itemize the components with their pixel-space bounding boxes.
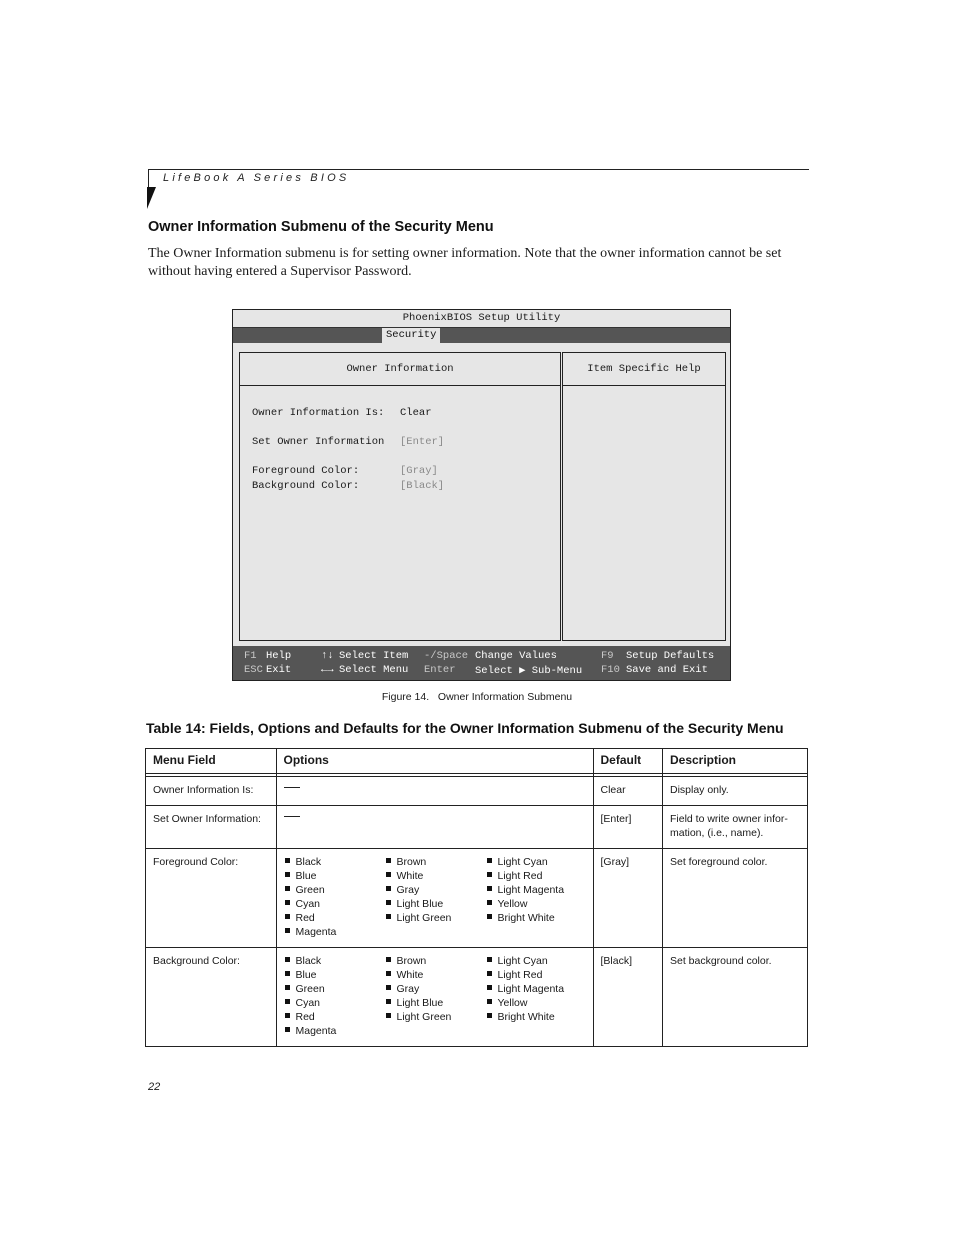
bios-title: PhoenixBIOS Setup Utility <box>233 310 730 328</box>
list-item: Green <box>284 982 385 996</box>
options-cell <box>276 849 593 948</box>
list-item: Cyan <box>284 897 385 911</box>
figure-caption-text: Owner Information Submenu <box>437 691 573 703</box>
owner-information-is-value: Clear <box>400 407 432 419</box>
list-item: Blue <box>284 968 385 982</box>
section-title: Owner Information Submenu of the Security Menu <box>148 219 494 235</box>
list-item: Light Red <box>486 869 586 883</box>
enter-key: Enter <box>424 664 456 676</box>
em-dash <box>284 816 300 817</box>
left-right-arrows-icon: ←→ <box>321 664 334 676</box>
select-submenu-label: Select ▶ Sub-Menu <box>475 665 583 677</box>
list-item: Light Blue <box>385 996 486 1010</box>
list-item: Light Magenta <box>486 982 586 996</box>
set-owner-information-value[interactable]: [Enter] <box>400 436 445 448</box>
menu-field-cell: Foreground Color: <box>146 849 277 948</box>
setup-defaults-label: Setup Defaults <box>626 650 715 662</box>
tab-security[interactable]: Security <box>382 328 440 343</box>
color-list-column-1 <box>284 954 385 1038</box>
color-list-column-1 <box>284 855 385 939</box>
change-values-label: Change Values <box>475 650 557 662</box>
menu-field-cell: Background Color: <box>146 948 277 1047</box>
list-item: Bright White <box>486 1010 586 1024</box>
default-cell: [Enter] <box>593 806 662 849</box>
running-header: LifeBook A Series BIOS <box>163 172 350 184</box>
background-color-value[interactable]: [Black] <box>400 480 445 492</box>
list-item: White <box>385 869 486 883</box>
options-cell <box>276 948 593 1047</box>
header-wedge-mark <box>147 187 156 209</box>
em-dash <box>284 787 300 788</box>
list-item: Light Cyan <box>486 954 586 968</box>
page-number: 22 <box>148 1081 161 1093</box>
help-header: Item Specific Help <box>563 353 725 386</box>
list-item: Brown <box>385 855 486 869</box>
item-specific-help-pane <box>562 352 726 641</box>
table-header-row <box>146 749 808 774</box>
default-cell: Clear <box>593 777 662 806</box>
save-and-exit-label: Save and Exit <box>626 664 708 676</box>
color-list-column-2 <box>385 954 486 1038</box>
default-header: Default <box>593 749 662 774</box>
list-item: Magenta <box>284 925 385 939</box>
description-cell: Field to write owner infor-mation, (i.e., name). <box>662 806 807 849</box>
options-header: Options <box>276 749 593 774</box>
list-item: Gray <box>385 883 486 897</box>
f10-key: F10 <box>601 664 620 676</box>
table-row <box>146 948 808 1047</box>
color-list-column-3 <box>486 954 586 1038</box>
foreground-color-value[interactable]: [Gray] <box>400 465 438 477</box>
description-cell: Display only. <box>662 777 807 806</box>
bios-key-legend <box>233 646 730 680</box>
pane-header: Owner Information <box>240 353 560 386</box>
options-table <box>145 748 808 1047</box>
table-row <box>146 777 808 806</box>
table-title: Table 14: Fields, Options and Defaults for the Owner Information Submenu of the Security Menu <box>146 720 784 736</box>
list-item: Light Green <box>385 911 486 925</box>
select-item-label: Select Item <box>339 650 409 662</box>
space-key: -/Space <box>424 650 469 662</box>
options-cell <box>276 806 593 849</box>
color-list-column-2 <box>385 855 486 939</box>
color-option-columns <box>284 855 586 939</box>
list-item: Yellow <box>486 996 586 1010</box>
owner-information-pane <box>239 352 561 641</box>
table-row <box>146 806 808 849</box>
menu-field-cell: Owner Information Is: <box>146 777 277 806</box>
list-item: Light Cyan <box>486 855 586 869</box>
up-down-arrows-icon: ↑↓ <box>321 650 334 662</box>
list-item: Yellow <box>486 897 586 911</box>
bios-screen <box>232 309 731 681</box>
list-item: Gray <box>385 982 486 996</box>
select-menu-label: Select Menu <box>339 664 409 676</box>
esc-key: ESC <box>244 664 263 676</box>
options-cell <box>276 777 593 806</box>
list-item: Bright White <box>486 911 586 925</box>
default-cell: [Gray] <box>593 849 662 948</box>
menu-field-header: Menu Field <box>146 749 277 774</box>
f9-key: F9 <box>601 650 614 662</box>
list-item: Light Magenta <box>486 883 586 897</box>
description-cell: Set foreground color. <box>662 849 807 948</box>
list-item: Light Red <box>486 968 586 982</box>
list-item: Green <box>284 883 385 897</box>
list-item: Black <box>284 855 385 869</box>
list-item: Black <box>284 954 385 968</box>
header-rule <box>148 169 809 170</box>
description-header: Description <box>662 749 807 774</box>
f1-key: F1 <box>244 650 257 662</box>
description-cell: Set background color. <box>662 948 807 1047</box>
list-item: Magenta <box>284 1024 385 1038</box>
list-item: Red <box>284 1010 385 1024</box>
menu-field-cell: Set Owner Information: <box>146 806 277 849</box>
esc-label: Exit <box>266 664 292 676</box>
owner-information-is-label: Owner Information Is: <box>252 407 385 419</box>
list-item: Light Green <box>385 1010 486 1024</box>
list-item: Cyan <box>284 996 385 1010</box>
f1-label: Help <box>266 650 292 662</box>
figure-number: Figure 14. <box>381 691 430 703</box>
bios-menu-bar <box>233 328 730 343</box>
background-color-label[interactable]: Background Color: <box>252 480 360 492</box>
foreground-color-label[interactable]: Foreground Color: <box>252 465 360 477</box>
set-owner-information-label[interactable]: Set Owner Information <box>252 436 385 448</box>
color-option-columns <box>284 954 586 1038</box>
list-item: Red <box>284 911 385 925</box>
default-cell: [Black] <box>593 948 662 1047</box>
list-item: White <box>385 968 486 982</box>
list-item: Brown <box>385 954 486 968</box>
intro-paragraph: The Owner Information submenu is for setting owner information. Note that the owner information cannot be set without having entered a Supervisor Password. <box>148 246 782 279</box>
figure-caption <box>0 691 954 703</box>
table-row <box>146 849 808 948</box>
color-list-column-3 <box>486 855 586 939</box>
list-item: Light Blue <box>385 897 486 911</box>
list-item: Blue <box>284 869 385 883</box>
